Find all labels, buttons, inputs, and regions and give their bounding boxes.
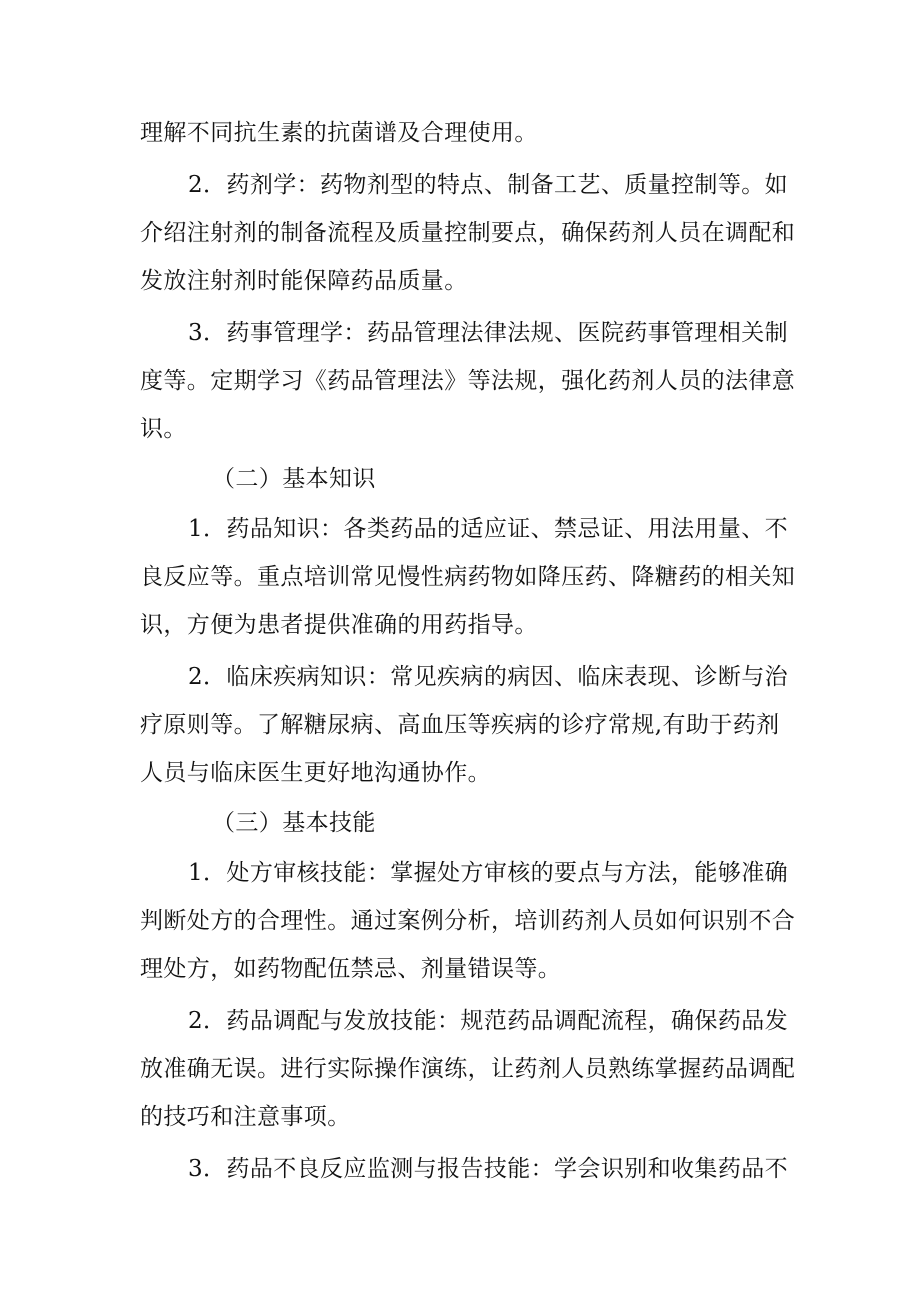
text-line: 疗原则等。了解糖尿病、高血压等疾病的诊疗常规,有助于药剂: [140, 712, 780, 738]
text-line: 3．药品不良反应监测与报告技能：学会识别和收集药品不: [188, 1156, 789, 1182]
text-line: 识，方便为患者提供准确的用药指导。: [140, 612, 538, 638]
text-line: 的技巧和注意事项。: [140, 1104, 351, 1130]
text-line: 识。: [140, 416, 187, 442]
text-line: 判断处方的合理性。通过案例分析，培训药剂人员如何识别不合: [140, 908, 796, 934]
text-line: 良反应等。重点培训常见慢性病药物如降压药、降糖药的相关知: [140, 564, 796, 590]
text-line: 介绍注射剂的制备流程及质量控制要点，确保药剂人员在调配和: [140, 220, 796, 246]
text-line: 2．药品调配与发放技能：规范药品调配流程，确保药品发: [188, 1008, 789, 1034]
text-line: 3．药事管理学：药品管理法律法规、医院药事管理相关制: [188, 320, 789, 346]
section-heading: （二）基本知识: [212, 466, 376, 492]
text-line: 1．药品知识：各类药品的适应证、禁忌证、用法用量、不: [188, 516, 789, 542]
section-heading: （三）基本技能: [212, 810, 376, 836]
text-line: 放准确无误。进行实际操作演练，让药剂人员熟练掌握药品调配: [140, 1056, 796, 1082]
text-line: 理处方，如药物配伍禁忌、剂量错误等。: [140, 956, 562, 982]
text-line: 1．处方审核技能：掌握处方审核的要点与方法，能够准确: [188, 860, 789, 886]
text-line: 2．药剂学：药物剂型的特点、制备工艺、质量控制等。如: [188, 172, 789, 198]
text-line: 2．临床疾病知识：常见疾病的病因、临床表现、诊断与治: [188, 664, 789, 690]
text-line: 人员与临床医生更好地沟通协作。: [140, 760, 491, 786]
text-line: 度等。定期学习《药品管理法》等法规，强化药剂人员的法律意: [140, 368, 796, 394]
text-line: 发放注射剂时能保障药品质量。: [140, 268, 468, 294]
text-line: 理解不同抗生素的抗菌谱及合理使用。: [140, 120, 538, 146]
